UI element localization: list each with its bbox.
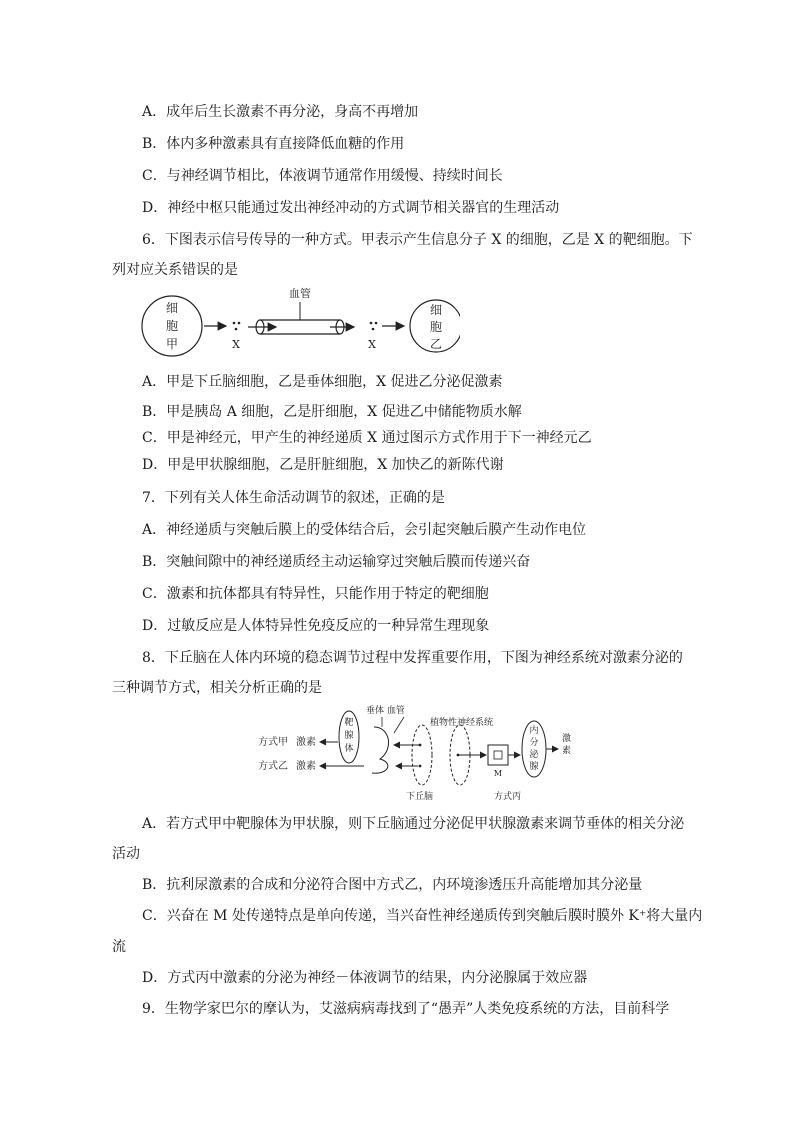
q6-option-c: C．甲是神经元，甲产生的神经递质 X 通过图示方式作用于下一神经元乙: [142, 430, 592, 446]
q6-stem-line1: 6．下图表示信号传导的一种方式。甲表示产生信息分子 X 的细胞，乙是 X 的靶细胞。下: [142, 232, 693, 248]
hypothalamus-ellipse: [412, 725, 432, 785]
q8-regulation-diagram: [254, 703, 574, 803]
q8-option-b: B．抗利尿激素的合成和分泌符合图中方式乙，内环境渗透压升高能增加其分泌量: [142, 877, 643, 893]
endocrine-char-2: 分: [529, 738, 539, 748]
q5-option-a: A．成年后生长激素不再分泌，身高不再增加: [142, 104, 419, 120]
q7-option-b: B．突触间隙中的神经递质经主动运输穿过突触后膜而传递兴奋: [142, 554, 531, 570]
q8-option-a-line2: 活动: [112, 846, 140, 862]
q6-stem-line2: 列对应关系错误的是: [112, 262, 238, 278]
pituitary-vessel-label: 垂体 血管: [366, 706, 405, 716]
q7-stem: 7．下列有关人体生命活动调节的叙述，正确的是: [142, 490, 445, 506]
q5-option-d: D．神经中枢只能通过发出神经冲动的方式调节相关器官的生理活动: [142, 200, 560, 216]
cell-b-char-2: 胞: [429, 320, 443, 334]
q8-stem-line2: 三种调节方式，相关分析正确的是: [112, 680, 322, 696]
q8-option-c-line2: 流: [112, 939, 126, 955]
cell-b-char-1: 细: [429, 303, 443, 317]
mode-b-label: 方式乙: [258, 761, 288, 772]
q8-option-d: D．方式丙中激素的分泌为神经－体液调节的结果，内分泌腺属于效应器: [142, 970, 588, 986]
cell-a-char-2: 胞: [165, 319, 179, 333]
q6-option-a: A．甲是下丘脑细胞，乙是垂体细胞，X 促进乙分泌促激素: [142, 374, 503, 390]
cell-a-char-3: 甲: [165, 337, 179, 351]
target-gland: [339, 711, 359, 763]
target-char-3: 体: [344, 744, 354, 754]
q9-stem-line1: 9．生物学家巴尔的摩认为，艾滋病病毒找到了“愚弄”人类免疫系统的方法，目前科学: [142, 1001, 670, 1017]
molecules-left: [233, 322, 241, 331]
hypothalamus-label: 下丘脑: [406, 792, 434, 802]
hormone-1-label: 激素: [296, 737, 316, 748]
x-label-left: X: [232, 338, 240, 351]
target-char-2: 腺: [344, 731, 354, 741]
q5-option-b: B．体内多种激素具有直接降低血糖的作用: [142, 136, 405, 152]
vessel-label: 血管: [289, 287, 311, 300]
endocrine-char-1: 内: [529, 726, 539, 736]
x-label-right: X: [368, 338, 376, 351]
hormone-3-char-2: 素: [562, 746, 572, 756]
q6-option-d: D．甲是甲状腺细胞，乙是肝脏细胞，X 加快乙的新陈代谢: [142, 457, 504, 473]
q8-stem-line1: 8．下丘脑在人体内环境的稳态调节过程中发挥重要作用，下图为神经系统对激素分泌的: [142, 650, 683, 666]
cell-a-char-1: 细: [165, 301, 179, 315]
m-box: [488, 745, 508, 765]
target-char-1: 靶: [344, 718, 354, 728]
q8-option-a-line1: A．若方式甲中靶腺体为甲状腺，则下丘脑通过分泌促甲状腺激素来调节垂体的相关分泌: [142, 816, 685, 832]
cell-b-char-3: 乙: [429, 337, 443, 351]
molecules-right: [370, 322, 378, 331]
hormone-2-label: 激素: [296, 761, 316, 772]
q7-option-a: A．神经递质与突触后膜上的受体结合后，会引起突触后膜产生动作电位: [142, 522, 587, 538]
endocrine-gland: [522, 721, 546, 777]
q5-option-c: C．与神经调节相比，体液调节通常作用缓慢、持续时间长: [142, 168, 503, 184]
cell-a: [142, 296, 202, 356]
endocrine-char-3: 泌: [529, 750, 539, 760]
endocrine-char-4: 腺: [529, 762, 539, 772]
q6-option-b: B．甲是胰岛 A 细胞，乙是肝细胞，X 促进乙中储能物质水解: [142, 404, 522, 420]
q8-option-c-line1: C．兴奋在 M 处传递特点是单向传递，当兴奋性神经递质传到突触后膜时膜外 K⁺将大量内: [142, 908, 703, 924]
q7-option-c: C．激素和抗体都具有特异性，只能作用于特定的靶细胞: [142, 586, 489, 602]
blood-vessel: [248, 286, 354, 334]
q6-signal-diagram: [140, 284, 460, 364]
autonomic-label: 植物性神经系统: [430, 718, 494, 728]
pituitary-shape: [372, 727, 389, 773]
cell-b: [410, 300, 460, 352]
mode-c-label: 方式丙: [494, 792, 522, 802]
q7-option-d: D．过敏反应是人体特异性免疫反应的一种异常生理现象: [142, 618, 490, 634]
m-label: M: [493, 769, 503, 778]
hormone-3-char-1: 激: [562, 734, 572, 744]
mode-a-label: 方式甲: [258, 737, 288, 748]
